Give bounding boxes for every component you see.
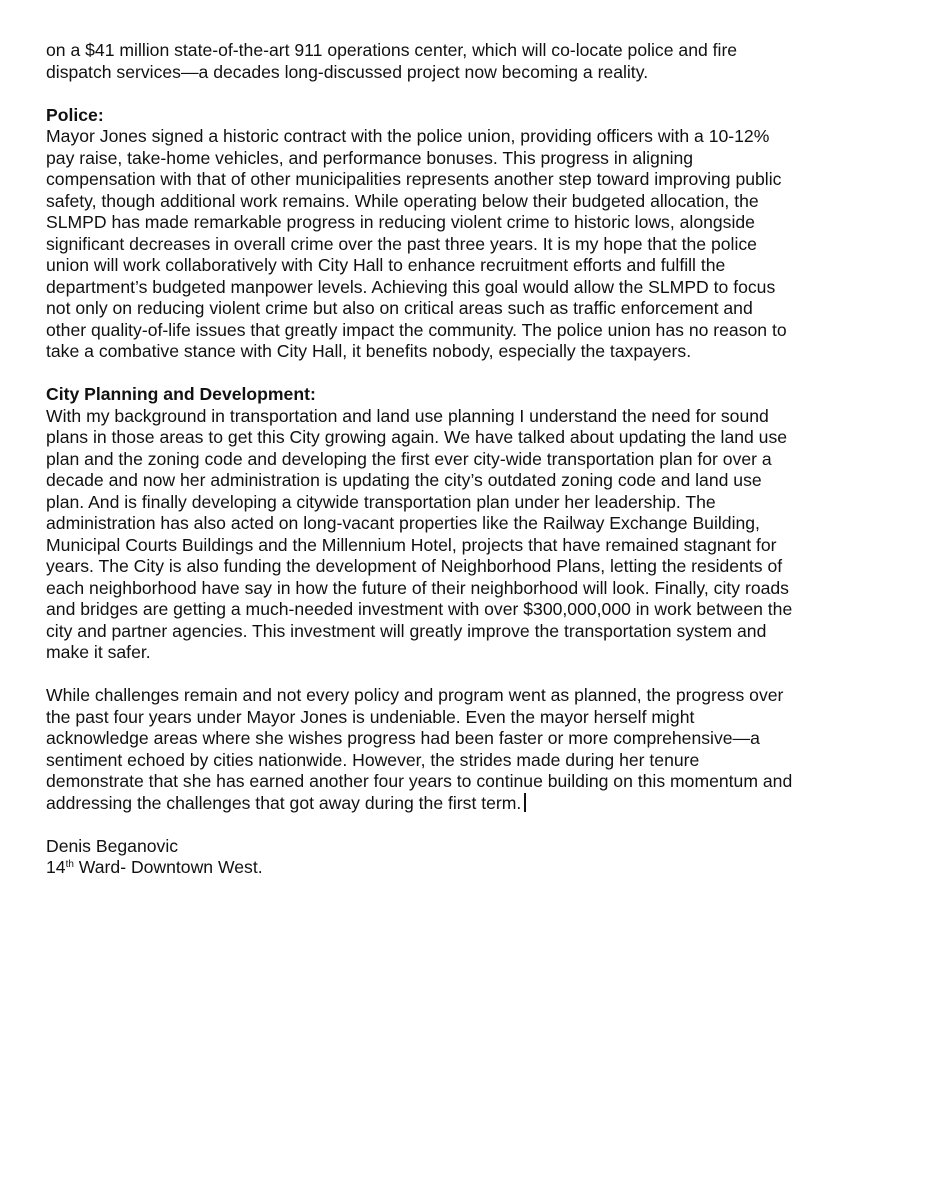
paragraph-spacer bbox=[46, 363, 880, 385]
signature-name: Denis Beganovic bbox=[46, 835, 179, 856]
police-paragraph: Mayor Jones signed a historic contract with the police union, providing officers with a 10-12% pay raise, take-home vehicles, and performance bonuses. This progress in aligning compensation with that of other municipalities represents another step toward improving public safety, though additional work remains. While operating below their budgeted allocation, the SLMPD has made remarkable progress in reducing violent crime to historic lows, alongside significant decreases in overall crime over the past three years. It is my hope that the police union will work collaboratively with City Hall to enhance recruitment efforts and fulfill the department’s budgeted manpower levels. Achieving this goal would allow the SLMPD to focus not only on reducing violent crime but also on critical areas such as traffic enforcement and other quality-of-life issues that greatly impact the community. The police union has no reason to take a combative stance with City Hall, it benefits nobody, especially the taxpayers. bbox=[46, 126, 787, 361]
opening-paragraph: on a $41 million state-of-the-art 911 operations center, which will co-locate police and fire dispatch services—a decades long-discussed project now becoming a reality. bbox=[46, 40, 738, 82]
text-cursor bbox=[524, 793, 526, 812]
planning-heading: City Planning and Development: bbox=[46, 384, 316, 404]
paragraph-spacer bbox=[46, 664, 880, 686]
signature-block bbox=[46, 836, 880, 879]
paragraph-spacer bbox=[46, 83, 880, 105]
planning-paragraph: With my background in transportation and land use planning I understand the need for sound plans in those areas to get this City growing again. We have talked about updating the land use plan and the zoning code and developing the first ever city-wide transportation plan for over a decade and now her administration is updating the city’s outdated zoning code and land use plan. And is finally developing a citywide transportation plan under her leadership. The administration has also acted on long-vacant properties like the Railway Exchange Building, Municipal Courts Buildings and the Millennium Hotel, projects that have remained stagnant for years. The City is also funding the development of Neighborhood Plans, letting the residents of each neighborhood have say in how the future of their neighborhood will look. Finally, city roads and bridges are getting a much-needed investment with over $300,000,000 in work between the city and partner agencies. This investment will greatly improve the transportation system and make it safer. bbox=[46, 405, 793, 662]
police-heading: Police: bbox=[46, 104, 104, 125]
closing-paragraph bbox=[46, 685, 880, 814]
paragraph-spacer bbox=[46, 814, 880, 836]
ward-ordinal-suffix: th bbox=[65, 859, 74, 870]
ward-line bbox=[46, 857, 263, 877]
ward-number: 14 bbox=[46, 857, 66, 877]
closing-text: While challenges remain and not every policy and program went as planned, the progress over the past four years under Mayor Jones is undeniable. Even the mayor herself might acknowledge areas where she wishes progress had been faster or more comprehensive—a sentiment echoed by cities nationwide. However, the strides made during her tenure demonstrate that she has earned another four years to continue building on this momentum and addressing the challenges that got away during the first term. bbox=[46, 685, 793, 813]
ward-description: Ward- Downtown West. bbox=[73, 857, 263, 877]
document-page[interactable] bbox=[46, 40, 880, 879]
